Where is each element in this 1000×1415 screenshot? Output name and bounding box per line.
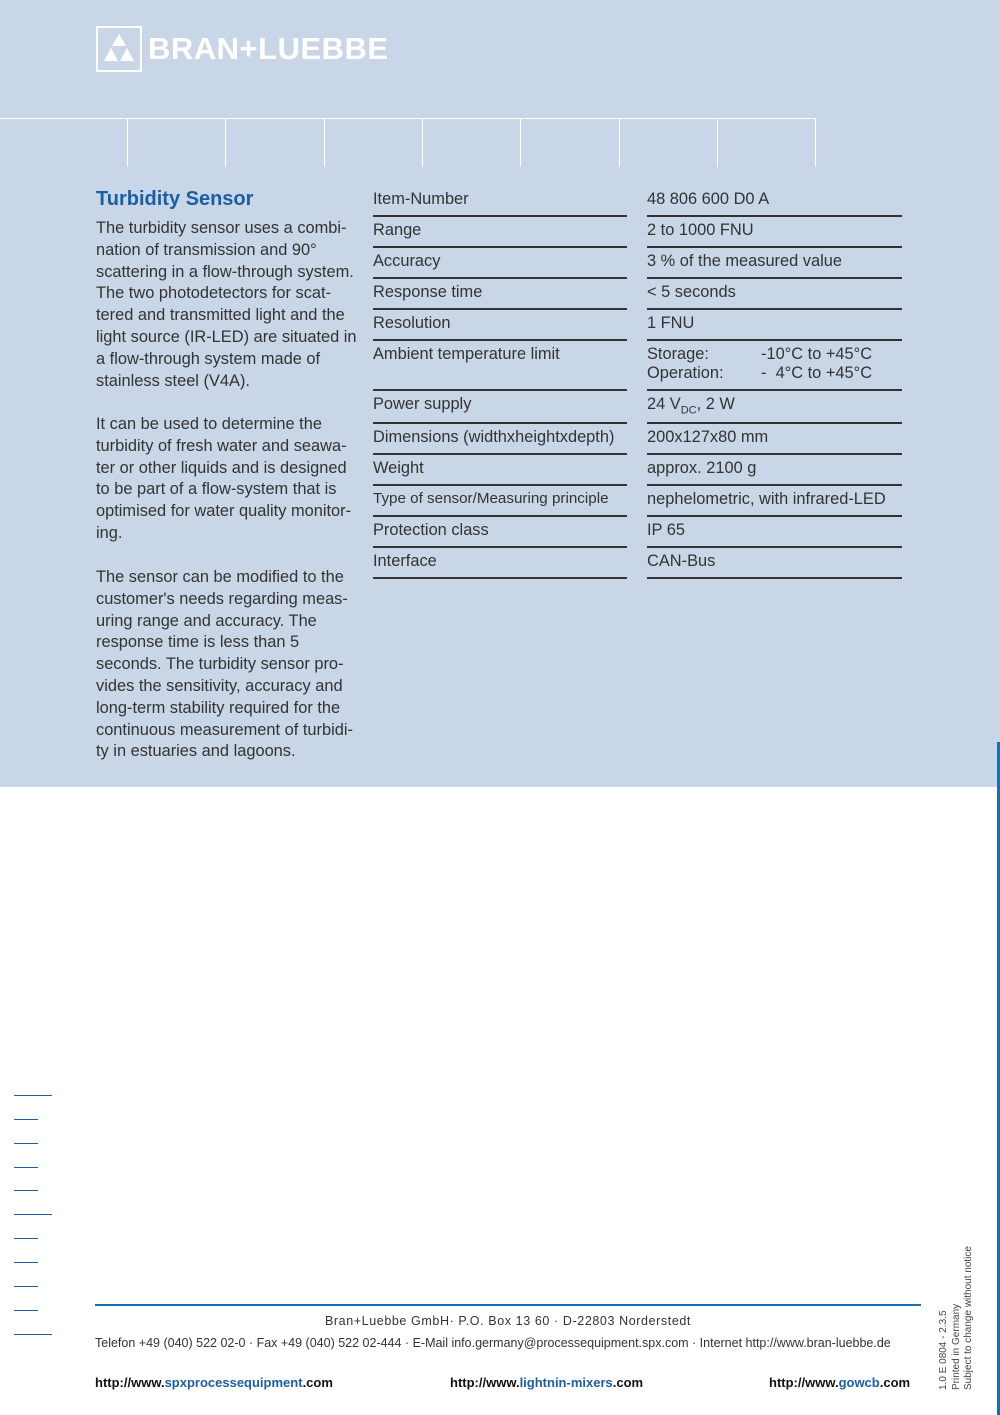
link-suffix: .com [612, 1375, 644, 1390]
footer-contact: Telefon +49 (040) 522 02-0 · Fax +49 (040) 522 02-444 · E-Mail info.germany@processequipment.spx.com · Internet http://www.bran-luebbe.de [95, 1336, 891, 1350]
footer-link-spx[interactable] [95, 1375, 333, 1390]
spec-label: Power supply [373, 391, 627, 424]
power-value-sub: DC [680, 404, 697, 417]
link-prefix: http://www. [769, 1375, 839, 1390]
spec-value: approx. 2100 g [647, 455, 902, 486]
spec-value: 3 % of the measured value [647, 248, 902, 279]
triangle-logo-icon [96, 26, 142, 72]
spec-value-power [647, 391, 902, 424]
spec-value: 200x127x80 mm [647, 424, 902, 455]
power-value-main: 24 V [647, 395, 681, 413]
temp-operation-row [647, 364, 902, 383]
spec-row [373, 486, 903, 517]
spec-label: Response time [373, 279, 627, 310]
spec-value: 2 to 1000 FNU [647, 217, 902, 248]
spec-label: Resolution [373, 310, 627, 341]
spec-label: Weight [373, 455, 627, 486]
spec-row [373, 279, 903, 310]
spec-label: Interface [373, 548, 627, 579]
storage-label: Storage: [647, 345, 709, 363]
spec-label: Type of sensor/Measuring principle [373, 486, 627, 517]
description-paragraph: The sensor can be modified to the customer's needs regarding meas-uring range and accuracy. The response time is less than 5 seconds. The turbidity sensor pro-vides the sensitivity, accuracy and long-term stability required for the continuous measurement of turbidi-ty in estuaries and lagoons. [96, 568, 353, 761]
spec-row [373, 186, 903, 217]
index-line [14, 1119, 38, 1120]
spec-row [373, 548, 903, 579]
link-suffix: .com [302, 1375, 333, 1390]
index-line [14, 1190, 38, 1191]
description-paragraph: The turbidity sensor uses a combi-nation of transmission and 90° scattering in a flow-through system. The two photodetectors for scat-tered and transmitted light and the light source (IR-LED) are situated in a flow-through system made of stainless steel (V4A). [96, 219, 357, 390]
spec-value: nephelometric, with infrared-LED [647, 486, 902, 517]
spec-row [373, 248, 903, 279]
index-line [14, 1262, 38, 1263]
spec-value: CAN-Bus [647, 548, 902, 579]
spec-value: 48 806 600 D0 A [647, 186, 902, 217]
spec-label: Ambient temperature limit [373, 341, 627, 391]
footer-link-gowcb[interactable] [769, 1375, 910, 1390]
link-prefix: http://www. [95, 1375, 165, 1390]
spec-row [373, 517, 903, 548]
link-suffix: .com [879, 1375, 911, 1390]
link-accent: spxprocessequipment [164, 1375, 303, 1390]
index-line [14, 1334, 52, 1335]
index-line [14, 1238, 38, 1239]
index-line [14, 1310, 38, 1311]
tab-divider [520, 118, 521, 167]
footer-divider [95, 1304, 921, 1306]
tab-divider [127, 118, 128, 167]
spec-row [373, 217, 903, 248]
spec-label: Protection class [373, 517, 627, 548]
print-code: 1.0 E 0804 - 2.3.5 [938, 1310, 949, 1390]
tab-divider [619, 118, 620, 167]
index-line [14, 1143, 38, 1144]
link-accent: gowcb [838, 1375, 880, 1390]
spec-label: Item-Number [373, 186, 627, 217]
spec-label: Accuracy [373, 248, 627, 279]
spec-label: Dimensions (widthxheightxdepth) [373, 424, 627, 455]
index-line [14, 1167, 38, 1168]
spec-row [373, 455, 903, 486]
index-line [14, 1214, 52, 1215]
storage-value: -10°C to +45°C [761, 345, 873, 363]
tab-strip-line [0, 118, 816, 119]
spec-table [373, 186, 903, 579]
spec-label: Range [373, 217, 627, 248]
tab-divider [717, 118, 718, 167]
link-prefix: http://www. [450, 1375, 520, 1390]
logo-text: BRAN+LUEBBE [148, 31, 389, 66]
index-line [14, 1286, 38, 1287]
spec-value-temperature [647, 341, 902, 391]
tab-divider [324, 118, 325, 167]
product-title: Turbidity Sensor [96, 188, 254, 210]
print-origin: Printed in Germany [950, 1303, 962, 1390]
tab-divider [422, 118, 423, 167]
footer-link-lightnin[interactable] [450, 1375, 643, 1390]
spec-row [373, 341, 903, 391]
footer-address: Bran+Luebbe GmbH· P.O. Box 13 60 · D-22803 Norderstedt [324, 1314, 692, 1328]
spec-row [373, 391, 903, 424]
spec-value: IP 65 [647, 517, 902, 548]
operation-value: - 4°C to +45°C [761, 364, 873, 382]
temp-storage-row [647, 345, 902, 364]
print-notice [938, 1246, 976, 1390]
spec-value: < 5 seconds [647, 279, 902, 310]
print-disclaimer: Subject to change without notice [963, 1246, 974, 1390]
description-paragraph: It can be used to determine the turbidity of fresh water and seawa-ter or other liquids and is designed to be part of a flow-system that is optimised for water quality monitor-ing. [96, 415, 352, 542]
tab-divider [225, 118, 226, 167]
operation-label: Operation: [647, 364, 724, 382]
index-line [14, 1095, 52, 1096]
spec-value: 1 FNU [647, 310, 902, 341]
spec-row [373, 424, 903, 455]
brand-logo [96, 25, 389, 73]
power-value-rest: , 2 W [696, 395, 735, 413]
tab-divider [815, 118, 816, 167]
spec-row [373, 310, 903, 341]
link-accent: lightnin-mixers [519, 1375, 613, 1390]
